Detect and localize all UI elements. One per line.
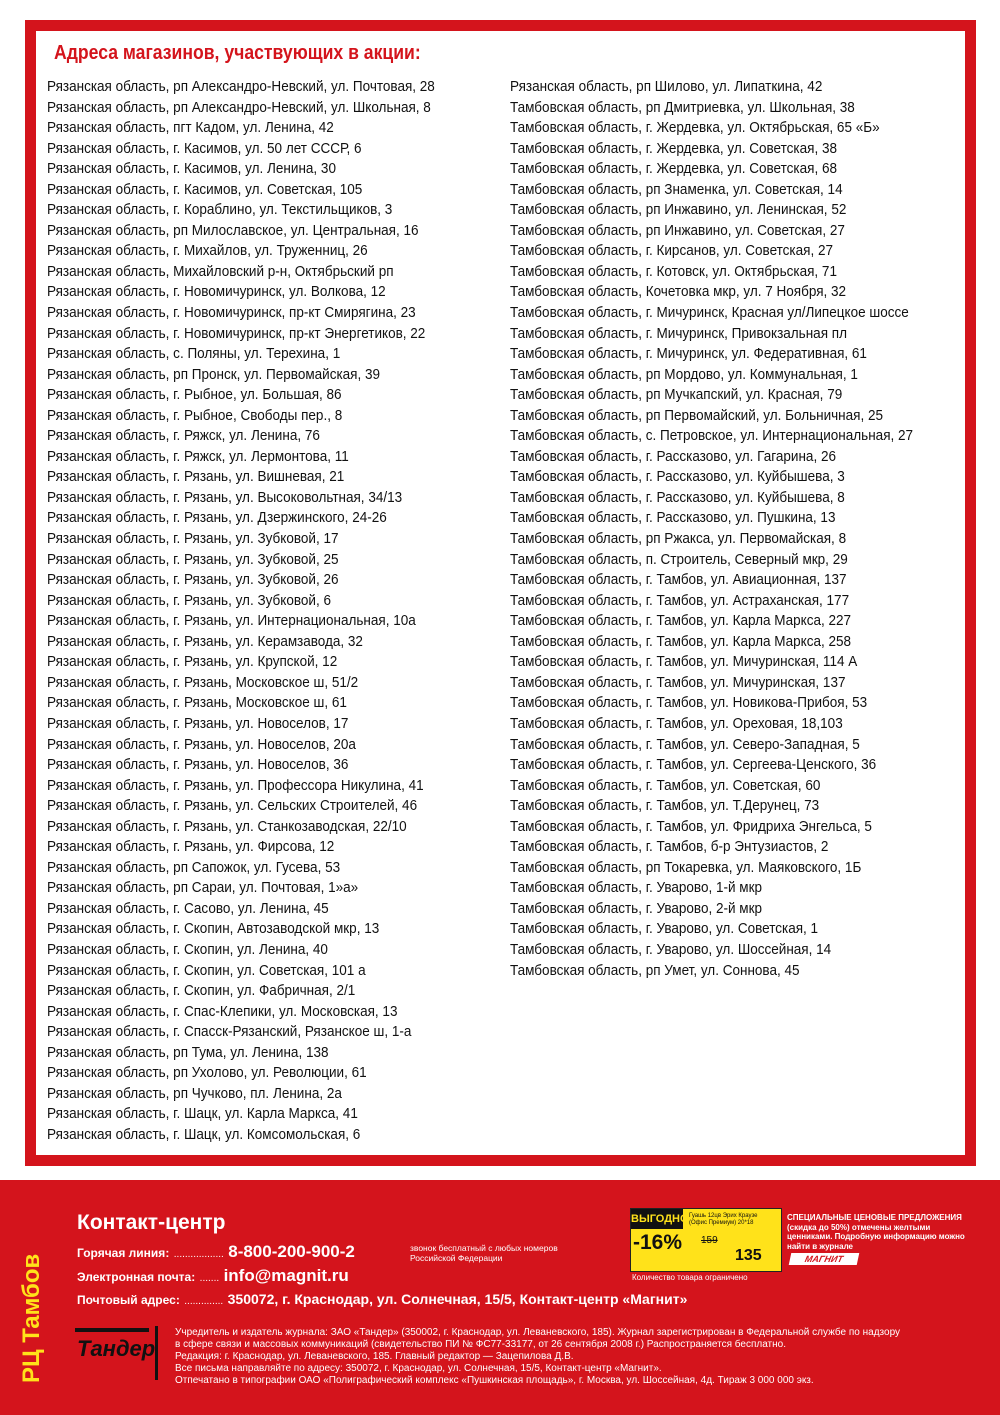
page-title: Адреса магазинов, участвующих в акции: (54, 42, 421, 64)
address-item: Рязанская область, г. Рязань, ул. Профессора Никулина, 41 (47, 776, 424, 794)
address-item: Рязанская область, г. Рязань, ул. Фирсова, 12 (47, 838, 335, 856)
address-list-right (510, 77, 963, 981)
address-item: Тамбовская область, рп Инжавино, ул. Советская, 27 (510, 221, 845, 239)
address-item: Тамбовская область, г. Уварово, ул. Советская, 1 (510, 920, 819, 938)
address-item: Тамбовская область, рп Ржакса, ул. Первомайская, 8 (510, 530, 847, 548)
address-item: Рязанская область, г. Рязань, ул. Зубковой, 26 (47, 571, 339, 589)
promo-old-price: 159 (701, 1235, 718, 1246)
hotline-note: звонок бесплатный с любых номеров Российской Федерации (410, 1243, 558, 1263)
address-item: Рязанская область, с. Поляны, ул. Терехина, 1 (47, 345, 341, 363)
address-item: Рязанская область, рп Тума, ул. Ленина, 138 (47, 1043, 329, 1061)
address-item: Тамбовская область, рп Умет, ул. Соннова, 45 (510, 961, 800, 979)
address-item: Рязанская область, рп Пронск, ул. Первомайская, 39 (47, 365, 381, 383)
address-item: Тамбовская область, г. Рассказово, ул. Куйбышева, 8 (510, 488, 845, 506)
address-item: Рязанская область, г. Рязань, ул. Новоселов, 17 (47, 714, 349, 732)
price-tag-example (630, 1208, 782, 1272)
address-item: Тамбовская область, г. Жердевка, ул. Советская, 38 (510, 139, 838, 157)
address-item: Рязанская область, г. Скопин, ул. Советская, 101 а (47, 961, 366, 979)
address-item: Тамбовская область, г. Тамбов, ул. Северо-Западная, 5 (510, 735, 860, 753)
address-item: Тамбовская область, рп Инжавино, ул. Ленинская, 52 (510, 201, 847, 219)
address-item: Рязанская область, рп Ухолово, ул. Революции, 61 (47, 1064, 367, 1082)
address-item: Тамбовская область, г. Уварово, 2-й мкр (510, 899, 763, 917)
address-item: Тамбовская область, г. Тамбов, б-р Энтузиастов, 2 (510, 838, 829, 856)
address-item: Рязанская область, рп Александро-Невский, ул. Почтовая, 28 (47, 78, 435, 95)
address-item: Рязанская область, г. Касимов, ул. Советская, 105 (47, 180, 363, 198)
address-item: Рязанская область, г. Рязань, ул. Новоселов, 20а (47, 735, 356, 753)
promo-percent: -16% (633, 1231, 683, 1254)
address-item: Рязанская область, г. Михайлов, ул. Труженниц, 26 (47, 242, 368, 260)
address-item: Рязанская область, рп Милославское, ул. Центральная, 16 (47, 221, 419, 239)
special-offer-text: СПЕЦИАЛЬНЫЕ ЦЕНОВЫЕ ПРЕДЛОЖЕНИЯ (скидка до 50%) отмечены желтыми ценниками. Подробную информацию можно найти в журнале (787, 1213, 965, 1251)
address-item: Рязанская область, г. Шацк, ул. Комсомольская, 6 (47, 1125, 361, 1143)
region-label: РЦ Тамбов (18, 1253, 45, 1383)
hotline-number[interactable]: 8-800-200-900-2 (228, 1242, 355, 1261)
address-item: Тамбовская область, г. Тамбов, ул. Мичуринская, 137 (510, 673, 846, 691)
address-item: Тамбовская область, г. Рассказово, ул. Куйбышева, 3 (510, 468, 845, 486)
address-item: Тамбовская область, п. Строитель, Северный мкр, 29 (510, 550, 848, 568)
promo-quantity-note: Количество товара ограничено (632, 1273, 748, 1282)
post-address: 350072, г. Краснодар, ул. Солнечная, 15/5, Контакт-центр «Магнит» (227, 1291, 688, 1307)
address-item: Рязанская область, рп Чучково, пл. Ленина, 2а (47, 1084, 342, 1102)
address-item: Рязанская область, г. Рязань, Московское ш, 61 (47, 694, 347, 712)
address-item: Тамбовская область, г. Тамбов, ул. Фридриха Энгельса, 5 (510, 817, 872, 835)
tander-logo-text: Тандер (77, 1336, 156, 1361)
address-item: Тамбовская область, г. Тамбов, ул. Астраханская, 177 (510, 591, 850, 609)
address-item: Тамбовская область, рп Знаменка, ул. Советская, 14 (510, 180, 843, 198)
address-item: Тамбовская область, г. Мичуринск, Привокзальная пл (510, 324, 847, 342)
address-item: Тамбовская область, г. Тамбов, ул. Авиационная, 137 (510, 571, 847, 589)
address-item: Рязанская область, рп Сапожок, ул. Гусева, 53 (47, 858, 341, 876)
address-item: Тамбовская область, с. Петровское, ул. Интернациональная, 27 (510, 427, 914, 445)
address-item: Рязанская область, г. Ряжск, ул. Лермонтова, 11 (47, 447, 349, 465)
address-item: Тамбовская область, рп Мордово, ул. Коммунальная, 1 (510, 365, 858, 383)
address-item: Рязанская область, г. Рязань, ул. Дзержинского, 24-26 (47, 509, 387, 527)
address-item: Рязанская область, г. Рязань, ул. Станкозаводская, 22/10 (47, 817, 407, 835)
address-item: Тамбовская область, рп Дмитриевка, ул. Школьная, 38 (510, 98, 855, 116)
address-item: Рязанская область, г. Рязань, ул. Интернациональная, 10а (47, 612, 416, 630)
promo-new-price: 135 (735, 1247, 762, 1264)
hotline-row: Горячая линия: .................. 8-800-200-900-2 (77, 1242, 355, 1261)
address-item: Рязанская область, г. Рыбное, ул. Большая, 86 (47, 386, 342, 404)
contact-center-title: Контакт-центр (77, 1211, 226, 1234)
address-item: Рязанская область, г. Касимов, ул. Ленина, 30 (47, 160, 336, 178)
address-item: Рязанская область, г. Касимов, ул. 50 лет СССР, 6 (47, 139, 362, 157)
address-item: Рязанская область, г. Скопин, ул. Фабричная, 2/1 (47, 982, 356, 1000)
address-item: Рязанская область, г. Новомичуринск, ул. Волкова, 12 (47, 283, 386, 301)
imprint-line: Отпечатано в типографии ОАО «Полиграфический комплекс «Пушкинская площадь», г. Москва, ул. Шоссейная, 4д. Тираж 3 000 000 экз. (175, 1375, 814, 1386)
address-item: Тамбовская область, г. Кирсанов, ул. Советская, 27 (510, 242, 834, 260)
address-item: Рязанская область, г. Спас-Клепики, ул. Московская, 13 (47, 1002, 398, 1020)
tander-logo (75, 1326, 155, 1380)
post-row: Почтовый адрес: .............. 350072, г. Краснодар, ул. Солнечная, 15/5, Контакт-центр «Магнит» (77, 1291, 688, 1307)
address-item: Тамбовская область, г. Уварово, 1-й мкр (510, 879, 763, 897)
address-item: Тамбовская область, Кочетовка мкр, ул. 7 Ноября, 32 (510, 283, 847, 301)
address-item: Рязанская область, г. Рязань, ул. Крупской, 12 (47, 653, 338, 671)
address-item: Рязанская область, г. Спасск-Рязанский, Рязанское ш, 1-а (47, 1023, 412, 1041)
address-item: Тамбовская область, г. Жердевка, ул. Советская, 68 (510, 160, 838, 178)
address-item: Рязанская область, г. Сасово, ул. Ленина, 45 (47, 899, 329, 917)
address-item: Рязанская область, г. Рязань, ул. Зубковой, 17 (47, 530, 339, 548)
address-item: Рязанская область, рп Сараи, ул. Почтовая, 1»а» (47, 879, 359, 897)
address-item: Рязанская область, пгт Кадом, ул. Ленина, 42 (47, 119, 334, 137)
promo-product: Гуашь 12цв Эрих Краузе (Офис Премиум) 20*18 (689, 1213, 758, 1226)
post-label: Почтовый адрес: (77, 1293, 180, 1307)
address-item: Рязанская область, г. Кораблино, ул. Текстильщиков, 3 (47, 201, 393, 219)
address-item: Тамбовская область, г. Мичуринск, ул. Федеративная, 61 (510, 345, 867, 363)
address-item: Тамбовская область, г. Рассказово, ул. Гагарина, 26 (510, 447, 836, 465)
address-item: Тамбовская область, рп Токаревка, ул. Маяковского, 1Б (510, 858, 862, 876)
imprint-line: Редакция: г. Краснодар, ул. Леваневского, 185. Главный редактор — Зацепилова Д.В. (175, 1351, 574, 1362)
address-item: Тамбовская область, г. Уварово, ул. Шоссейная, 14 (510, 940, 832, 958)
address-item: Тамбовская область, г. Тамбов, ул. Новикова-Прибоя, 53 (510, 694, 868, 712)
address-item: Тамбовская область, г. Жердевка, ул. Октябрьская, 65 «Б» (510, 119, 880, 137)
address-item: Рязанская область, рп Александро-Невский, ул. Школьная, 8 (47, 98, 431, 116)
address-item: Рязанская область, г. Скопин, Автозаводской мкр, 13 (47, 920, 380, 938)
imprint-line: Все письма направляйте по адресу: 350072, г. Краснодар, ул. Солнечная, 15/5, Контакт-центр «Магнит». (175, 1363, 662, 1374)
imprint (175, 1327, 975, 1387)
address-item: Рязанская область, г. Рязань, ул. Сельских Строителей, 46 (47, 797, 418, 815)
address-item: Тамбовская область, г. Тамбов, ул. Советская, 60 (510, 776, 821, 794)
address-item: Рязанская область, г. Ряжск, ул. Ленина, 76 (47, 427, 320, 445)
email-row: Электронная почта: ....... info@magnit.ru (77, 1266, 349, 1285)
address-item: Рязанская область, Михайловский р-н, Октябрьский рп (47, 262, 394, 280)
address-item: Рязанская область, г. Рязань, ул. Керамзавода, 32 (47, 632, 363, 650)
address-item: Рязанская область, г. Шацк, ул. Карла Маркса, 41 (47, 1105, 358, 1123)
address-item: Тамбовская область, рп Мучкапский, ул. Красная, 79 (510, 386, 843, 404)
address-item: Рязанская область, г. Рязань, ул. Вишневая, 21 (47, 468, 345, 486)
hotline-label: Горячая линия: (77, 1246, 170, 1260)
address-item: Тамбовская область, г. Тамбов, ул. Т.Дерунец, 73 (510, 797, 820, 815)
address-item: Тамбовская область, г. Тамбов, ул. Карла Маркса, 258 (510, 632, 852, 650)
email-link[interactable]: info@magnit.ru (223, 1266, 349, 1285)
address-item: Рязанская область, г. Рязань, ул. Высоковольтная, 34/13 (47, 488, 403, 506)
address-item: Тамбовская область, г. Тамбов, ул. Карла Маркса, 227 (510, 612, 852, 630)
address-item: Рязанская область, г. Рыбное, Свободы пер., 8 (47, 406, 343, 424)
address-item: Тамбовская область, г. Мичуринск, Красная ул/Липецкое шоссе (510, 304, 909, 322)
magnit-logo: МАГНИТ (789, 1253, 860, 1265)
address-item: Тамбовская область, г. Тамбов, ул. Сергеева-Ценского, 36 (510, 756, 877, 774)
address-item: Рязанская область, г. Рязань, ул. Зубковой, 6 (47, 591, 331, 609)
address-item: Тамбовская область, г. Тамбов, ул. Ореховая, 18,103 (510, 714, 843, 732)
address-item: Рязанская область, г. Новомичуринск, пр-кт Смирягина, 23 (47, 304, 416, 322)
address-item: Рязанская область, рп Шилово, ул. Липаткина, 42 (510, 78, 823, 95)
address-item: Тамбовская область, г. Рассказово, ул. Пушкина, 13 (510, 509, 836, 527)
address-item: Рязанская область, г. Рязань, Московское ш, 51/2 (47, 673, 359, 691)
address-list-left (47, 77, 483, 1145)
address-item: Тамбовская область, г. Тамбов, ул. Мичуринская, 114 А (510, 653, 858, 671)
address-item: Рязанская область, г. Новомичуринск, пр-кт Энергетиков, 22 (47, 324, 426, 342)
address-item: Тамбовская область, рп Первомайский, ул. Больничная, 25 (510, 406, 884, 424)
address-item: Тамбовская область, г. Котовск, ул. Октябрьская, 71 (510, 262, 837, 280)
address-item: Рязанская область, г. Скопин, ул. Ленина, 40 (47, 940, 328, 958)
promo-tag: ВЫГОДНО (631, 1209, 683, 1229)
imprint-line: в сфере связи и массовых коммуникаций (свидетельство ПИ № ФС77-33177, от 26 сентября 2008 г.) Распространяется бесплатно. (175, 1339, 786, 1350)
email-label: Электронная почта: (77, 1270, 196, 1284)
address-item: Рязанская область, г. Рязань, ул. Зубковой, 25 (47, 550, 339, 568)
address-item: Рязанская область, г. Рязань, ул. Новоселов, 36 (47, 756, 349, 774)
imprint-line: Учредитель и издатель журнала: ЗАО «Тандер» (350002, г. Краснодар, ул. Леваневского, 185). Журнал зарегистрирован в Федеральной службе по надзору (175, 1327, 901, 1338)
